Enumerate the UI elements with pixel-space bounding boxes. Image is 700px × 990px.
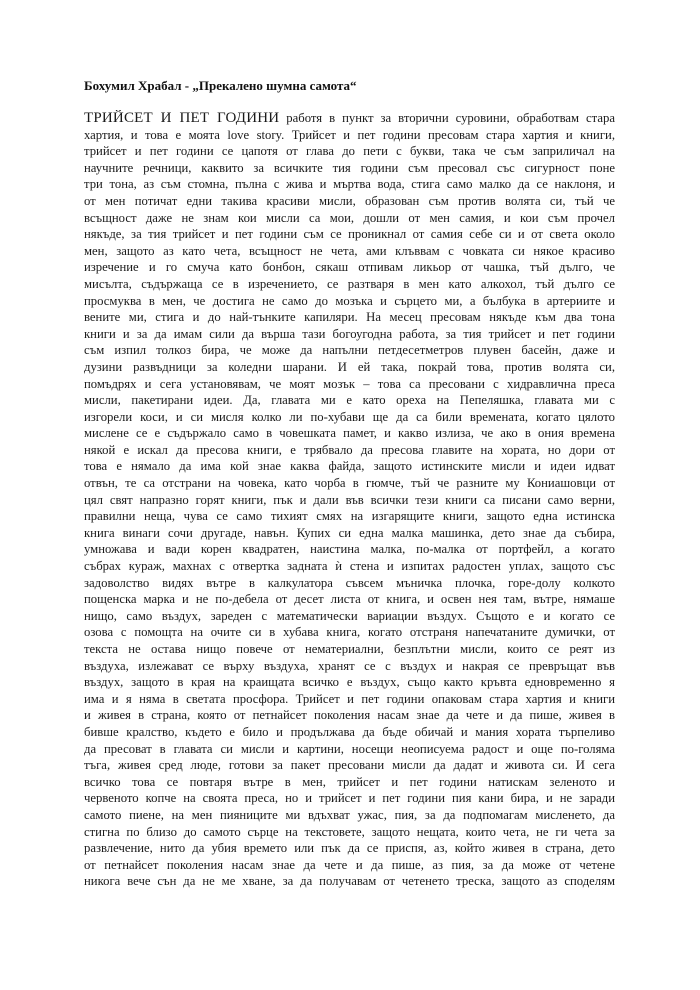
text-line: вените ми, стига и до най-тънките капиляри. На месец пресовам някъде към два тона xyxy=(84,310,615,325)
text-line: да пресоват в главата си мисли и картини, носещи неописуема радост и още по-голяма xyxy=(84,741,615,756)
text-line: умножава и вади корен квадратен, наистина малка, по-малка от портфейл, а когато xyxy=(84,542,615,557)
text-line: нищо, само въздух, зареден с математически вариации въздух. Същото е и когато се xyxy=(84,608,615,623)
text-line: помъдрях и сега установявам, че моят мозък – това са пресовани с хидравлична преса xyxy=(84,376,615,391)
text-line: тъга, живея сред люде, готови за пакет пресовани мисли да дадат и живота си. И сега xyxy=(84,758,615,773)
text-line: никога вече сън да не ме хване, за да получавам от четенето треска, защото аз споделям xyxy=(84,874,615,889)
text-line: развлечение, нито да убия времето или пък да се приспя, аз, който живея в страна, дето xyxy=(84,841,615,856)
text-line: от мен потичат едни такива красиви мисли, образован съм против волята си, тъй че xyxy=(84,193,615,208)
text-line: съм изпил толкоз бира, че може да напълни петдесетметров плувен басейн, даже и xyxy=(84,343,615,358)
text-line: трийсет и пет години се цапотя от глава до пети с букви, така че съм заприличал на xyxy=(84,144,615,159)
text-line: мисли, пакетирани идеи. Да, главата ми е като ореха на Пепеляшка, главата ми с xyxy=(84,393,615,408)
text-line: мислене се е съдържало само в човешката памет, и какво излиза, че ако в ония времена xyxy=(84,426,615,441)
text-line: отвън, те са отстрани на човека, като чорба в гюмче, тъй че разните му Кониашовци от xyxy=(84,476,615,491)
text-line: събрах кураж, махнах с отвертка задната ѝ стена и изпитах радостен уплах, защото със xyxy=(84,559,615,574)
text-line: изречение и го смуча като бонбон, сякаш отпивам ликьор от чашка, тъй дълго, че xyxy=(84,260,615,275)
document-title: Бохумил Храбал - „Прекалено шумна самота“ xyxy=(84,78,357,93)
text-line: мен, защото аз като чета, всъщност не чета, ами клъввам с човката си някое красиво xyxy=(84,243,615,258)
text-line: дузини развъдници за коледни шарани. И ей така, покрай това, против волята си, xyxy=(84,359,615,374)
text-line: цял свят напразно горят книги, пък и дали във всички тези книги са писани само верни, xyxy=(84,492,615,507)
text-line: текста не остава нищо повече от нематериални, безплътни мисли, които се реят из xyxy=(84,642,615,656)
text-line: червеното копче на своята преса, но и трийсет и пет години пия кани бира, и не заради xyxy=(84,791,615,806)
text-line: книга винаги сочи другаде, навън. Купих си една малка машинка, дето знае да събира, xyxy=(84,525,615,540)
text-line: мисълта, съдържаща се в изречението, се разтваря в мен като алкохол, тъй дълго се xyxy=(84,276,615,291)
text-line: просмуква в мен, че достига не само до мозъка и сърцето ми, а бълбука в артериите и xyxy=(84,293,615,308)
body-text xyxy=(84,110,615,890)
text-line: самото пиене, на мен пияниците ми вдъхват ужас, пия, за да подпомагам мисленето, да xyxy=(84,807,615,822)
text-line: има и я няма в светата просфора. Трийсет и пет години опаковам стара хартия и книги xyxy=(84,691,615,706)
text-line: бивше кралство, където е било и продължава да бъде обичай и мания хората търпеливо xyxy=(84,724,615,739)
text-line: правилни неща, чува се само тихият смях на изгарящите книги, защото една истинска xyxy=(84,509,615,524)
text-line: и живея в страна, която от петнайсет поколения насам знае да чете и да пише, живея в xyxy=(84,708,615,723)
text-line: научните речници, каквито за всичките тия години съм пресовал със сигурност поне xyxy=(84,160,615,175)
first-line-rest: работя в пункт за вторични суровини, обработвам стара xyxy=(279,111,615,125)
text-line: задоволство видях вътре в калкулатора съвсем мъничка плочка, горе-долу колкото xyxy=(84,575,615,590)
text-line: пощенска марка и не по-дебела от десет листа от книга, и освен нея там, вътре, нямаше xyxy=(84,592,615,607)
text-line: всъщност даже не знам кои мисли са мои, дошли от мен самия, и кои съм прочел xyxy=(84,210,615,225)
text-line: някъде, за тия трийсет и пет години съм се проникнал от самия себе си и от света около xyxy=(84,227,615,242)
text-line: това е нямало да има кой знае каква файда, защото истинските мисли и идеи идват xyxy=(84,459,615,474)
opening-caps: ТРИЙСЕТ И ПЕТ ГОДИНИ xyxy=(84,110,280,126)
text-line: три тона, аз съм стомна, пълна с жива и мъртва вода, стига само малко да се наклоня, и xyxy=(84,177,615,192)
text-line: някой е искал да пресова книги, е трябвало да пресова главите на хората, но дори от xyxy=(84,442,615,457)
text-line: въздуха, излежават се върху въздуха, хранят се с въздух и накрая се превръщат във xyxy=(84,658,615,673)
text-line: книги и за да имам сили да върша тази богоугодна работа, за тия трийсет и пет години xyxy=(84,326,615,341)
text-line: озова с помощта на очите си в хубава книга, когато отстраня напечатаните думички, от xyxy=(84,625,615,640)
text-line: стигна по близо до самото сърце на текстовете, защото нещата, които чета, не ги чета за xyxy=(84,824,615,839)
text-line: всичко това се повтаря вътре в мен, трийсет и пет години натискам зеленото и xyxy=(84,774,615,789)
text-line: хартия, и това е моята love story. Трийсет и пет години пресовам стара хартия и книги, xyxy=(84,127,615,142)
first-line xyxy=(84,110,615,127)
text-line: изгорели коси, и си мисля колко ли по-хубави ще да са били времената, когато цялото xyxy=(84,409,615,424)
text-line: въздух, защото в края на краищата всичко е въздух, също както кръвта едновременно я xyxy=(84,675,615,690)
text-line: от петнайсет поколения насам знае да чете и да пише, аз пия, за да може от четене xyxy=(84,857,615,872)
